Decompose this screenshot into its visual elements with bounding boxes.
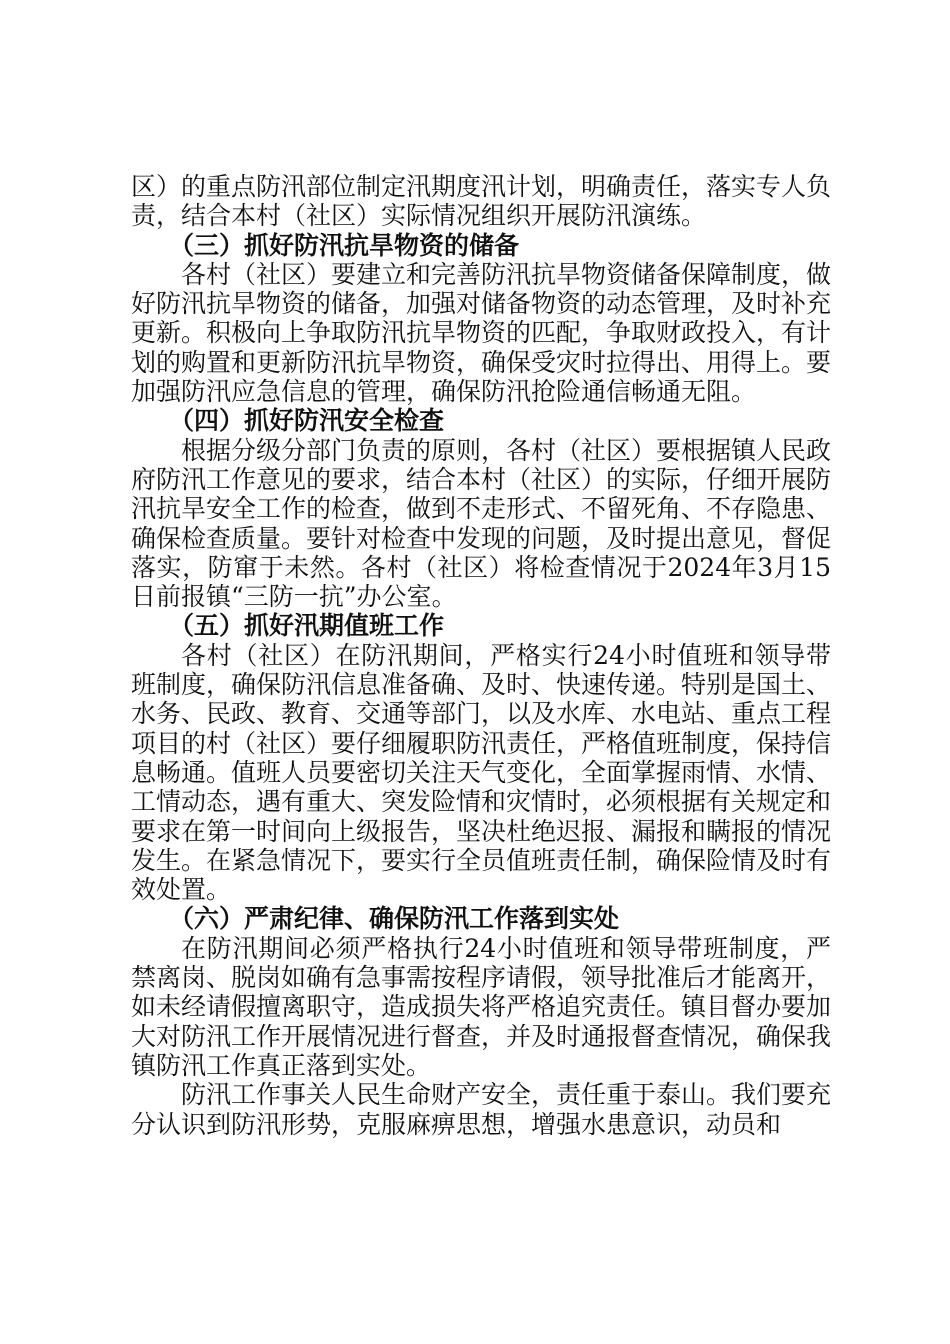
section-heading-3: （三）抓好防汛抗旱物资的储备 [169, 230, 520, 260]
section-heading-5: （五）抓好汛期值班工作 [169, 611, 445, 641]
section-body-3: 各村（社区）要建立和完善防汛抗旱物资储备保障制度，做好防汛抗旱物资的储备，加强对储备物资的动态管理，及时补充更新。积极向上争取防汛抗旱物资的匹配，争取财政投入，有计划的购置和更新防汛抗旱物资，确保受灾时拉得出、用得上。要加强防汛应急信息的管理，确保防汛抢险通信畅通无阻。 [131, 259, 832, 407]
closing-paragraph: 防汛工作事关人民生命财产安全，责任重于泰山。我们要充分认识到防汛形势，克服麻痹思想，增强水患意识，动员和 [131, 1080, 832, 1139]
section-body-4: 根据分级分部门负责的原则，各村（社区）要根据镇人民政府防汛工作意见的要求，结合本村（社区）的实际，仔细开展防汛抗旱安全工作的检查，做到不走形式、不留死角、不存隐患、确保检查质量。要针对检查中发现的问题，及时提出意见，督促落实，防窜于未然。各村（社区）将检查情况于2024年3月15日前报镇“三防一抗”办公室。 [131, 435, 832, 612]
section-body-6: 在防汛期间必须严格执行24小时值班和领导带班制度，严禁离岗、脱岗如确有急事需按程序请假，领导批准后才能离开，如未经请假擅离职守，造成损失将严格追究责任。镇目督办要加大对防汛工作开展情况进行督查，并及时通报督查情况，确保我镇防汛工作真正落到实处。 [131, 933, 832, 1080]
section-heading-6: （六）严肃纪律、确保防汛工作落到实处 [169, 904, 620, 934]
document-body [131, 172, 831, 1139]
intro-paragraph: 区）的重点防汛部位制定汛期度汛计划，明确责任，落实专人负责，结合本村（社区）实际情况组织开展防汛演练。 [131, 172, 832, 231]
section-body-5: 各村（社区）在防汛期间，严格实行24小时值班和领导带班制度，确保防汛信息准备确、及时、快速传递。特别是国土、水务、民政、教育、交通等部门，以及水库、水电站、重点工程项目的村（社区）要仔细履职防汛责任，严格值班制度，保持信息畅通。值班人员要密切关注天气变化，全面掌握雨情、水情、工情动态，遇有重大、突发险情和灾情时，必须根据有关规定和要求在第一时间向上级报告，坚决杜绝迟报、漏报和瞒报的情况发生。在紧急情况下，要实行全员值班责任制，确保险情及时有效处置。 [131, 640, 832, 905]
section-heading-4: （四）抓好防汛安全检查 [169, 406, 445, 436]
